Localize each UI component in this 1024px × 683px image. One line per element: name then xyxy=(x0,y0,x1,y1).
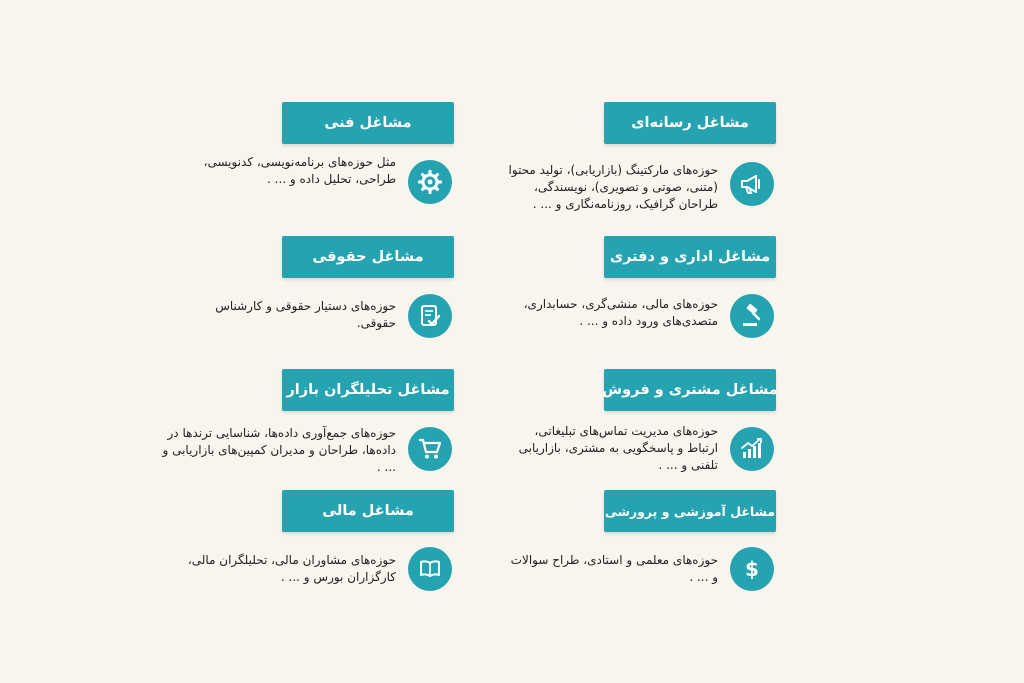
card-description: حوزه‌های مارکتینگ (بازاریابی)، تولید محتوا (متنی، صوتی و تصویری)، نویسندگی، طراحان گرافیک، روزنامه‌نگاری و ... . xyxy=(508,163,718,211)
card-title: مشاغل حقوقی xyxy=(282,236,454,278)
document-check-icon xyxy=(408,294,452,338)
card-description: مثل حوزه‌های برنامه‌نویسی، کدنویسی، طراحی، تحلیل داده و ... . xyxy=(203,155,396,186)
card-description: حوزه‌های دستیار حقوقی و کارشناس حقوقی. xyxy=(215,299,396,330)
card-description: حوزه‌های معلمی و استادی، طراح سوالات و ... . xyxy=(510,553,718,584)
card-title: مشاغل فنی xyxy=(282,102,454,144)
card-description: حوزه‌های مالی، منشی‌گری، حسابداری، متصدی‌های ورود داده و ... . xyxy=(523,297,718,328)
card-title: مشاغل تحلیلگران بازار xyxy=(282,369,454,411)
card-title: مشاغل مشتری و فروش xyxy=(604,369,776,411)
card-title: مشاغل مالی xyxy=(282,490,454,532)
svg-text:$: $ xyxy=(745,557,759,581)
gear-icon xyxy=(408,160,452,204)
megaphone-icon xyxy=(730,162,774,206)
card-description: حوزه‌های مشاوران مالی، تحلیلگران مالی، کارگزاران بورس و ... . xyxy=(187,553,396,584)
gavel-icon xyxy=(730,294,774,338)
card-title: مشاغل اداری و دفتری xyxy=(604,236,776,278)
card-title: مشاغل آموزشی و پرورشی xyxy=(604,490,776,532)
card-title: مشاغل رسانه‌ای xyxy=(604,102,776,144)
book-icon xyxy=(408,547,452,591)
dollar-icon xyxy=(730,547,774,591)
growth-chart-icon xyxy=(730,427,774,471)
cart-icon xyxy=(408,427,452,471)
card-description: حوزه‌های جمع‌آوری داده‌ها، شناسایی ترندها در داده‌ها، طراحان و مدیران کمپین‌های بازاریابی و ... . xyxy=(162,426,396,474)
card-description: حوزه‌های مدیریت تماس‌های تبلیغاتی، ارتباط و پاسخگویی به مشتری، بازاریابی تلفنی و ... . xyxy=(518,424,718,472)
